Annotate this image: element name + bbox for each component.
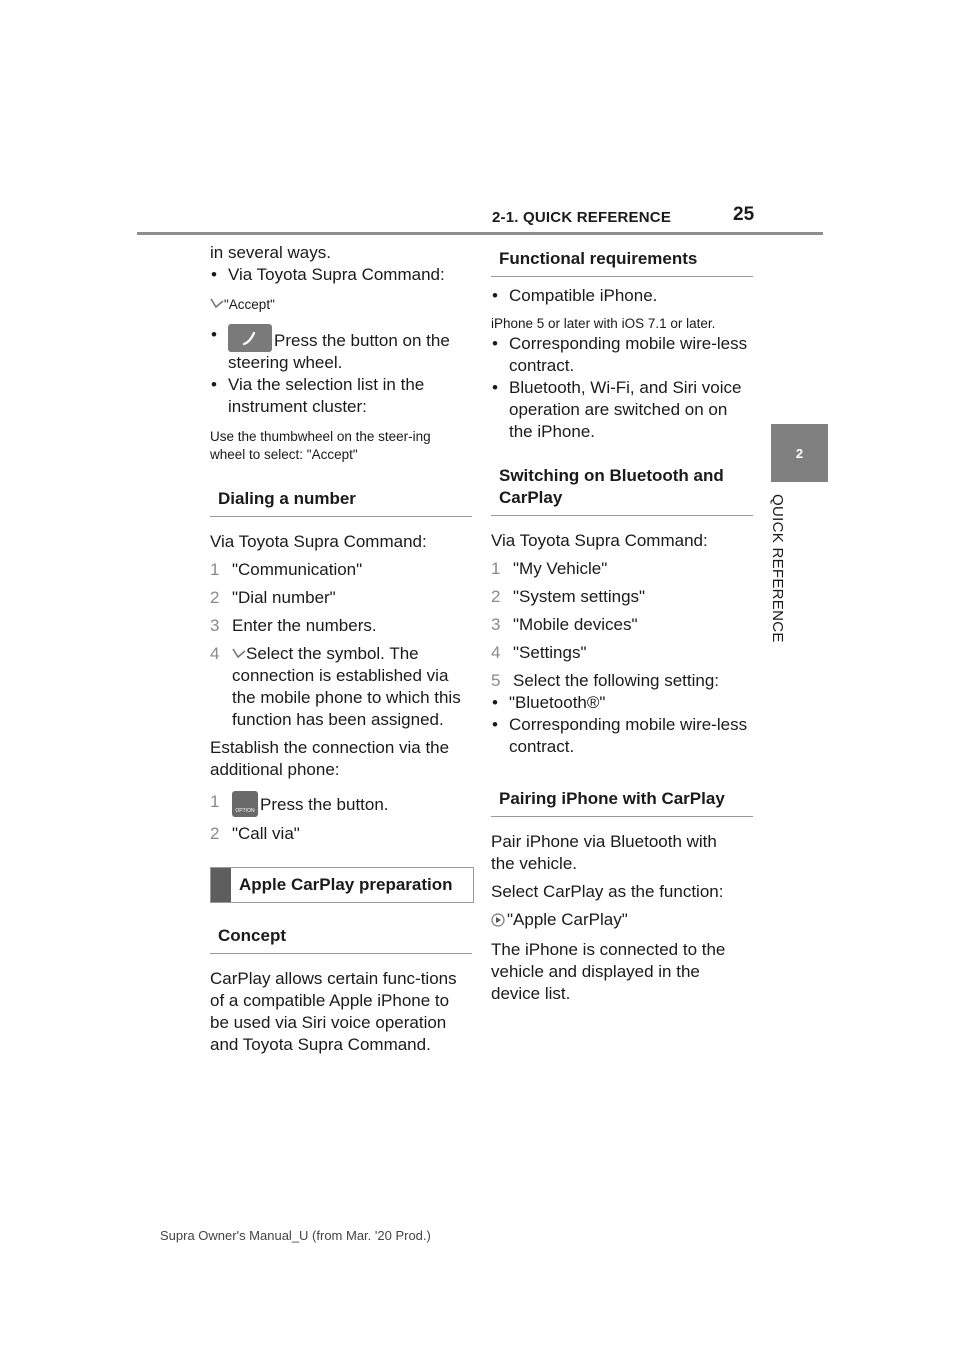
menu-path-icon bbox=[210, 296, 224, 314]
step-text: "Mobile devices" bbox=[513, 615, 638, 634]
accept-menu-line bbox=[210, 296, 472, 314]
intro-line: in several ways. bbox=[210, 243, 331, 262]
list-item bbox=[210, 823, 472, 845]
connected-text: The iPhone is connected to the vehicle and displayed in the device list. bbox=[491, 940, 726, 1003]
step-text: Enter the numbers. bbox=[232, 616, 377, 635]
bullet-selection-list: • Via the selection list in the instrument cluster: bbox=[210, 374, 472, 418]
section-title: 2-1. QUICK REFERENCE bbox=[492, 209, 672, 226]
list-item bbox=[210, 587, 472, 609]
step-text: "Communication" bbox=[232, 560, 363, 579]
left-column bbox=[210, 242, 472, 1056]
list-item bbox=[210, 791, 472, 817]
select-function-text: Select CarPlay as the function: bbox=[491, 882, 724, 901]
chapter-label: QUICK REFERENCE bbox=[769, 494, 786, 643]
pairing-heading: Pairing iPhone with CarPlay bbox=[491, 782, 753, 817]
accept-quote: "Accept" bbox=[224, 297, 275, 312]
step-text: "My Vehicle" bbox=[513, 559, 608, 578]
list-item bbox=[210, 559, 472, 581]
step-text: Select the following setting: bbox=[513, 671, 720, 690]
step-number: 3 bbox=[210, 616, 220, 635]
phone-button-icon bbox=[228, 324, 272, 352]
dialing-via: Via Toyota Supra Command: bbox=[210, 532, 427, 551]
bullet-press-button bbox=[210, 324, 472, 374]
bullet-via-command: • Via Toyota Supra Command: bbox=[210, 264, 472, 286]
step-text: "Call via" bbox=[232, 824, 300, 843]
manual-footer: Supra Owner's Manual_U (from Mar. '20 Prod.) bbox=[160, 1228, 431, 1243]
option-button-icon bbox=[232, 791, 258, 817]
list-item bbox=[491, 670, 753, 692]
chapter-side-label bbox=[764, 494, 794, 664]
list-item bbox=[491, 586, 753, 608]
header-rule bbox=[137, 232, 823, 235]
step-text: "Settings" bbox=[513, 643, 587, 662]
concept-heading: Concept bbox=[210, 919, 472, 954]
step-number: 2 bbox=[210, 588, 220, 607]
carplay-prep-heading: Apple CarPlay preparation bbox=[210, 867, 474, 903]
step-number: 2 bbox=[491, 587, 501, 606]
list-item bbox=[491, 558, 753, 580]
req-iphone: • Compatible iPhone. bbox=[491, 285, 753, 307]
step-number: 5 bbox=[491, 671, 501, 690]
play-circle-icon bbox=[491, 911, 507, 933]
chapter-number: 2 bbox=[795, 445, 804, 461]
step-text: Select the symbol. The connection is established via the mobile phone to which this function has been assigned. bbox=[232, 644, 461, 729]
concept-text: CarPlay allows certain func-tions of a compatible Apple iPhone to be used via Siri voice operation and Toyota Supra Command. bbox=[210, 969, 457, 1054]
list-item bbox=[210, 643, 472, 731]
right-column bbox=[491, 242, 753, 1005]
list-item bbox=[210, 615, 472, 637]
thumbwheel-note: Use the thumbwheel on the steer-ing wheel to select: "Accept" bbox=[210, 429, 431, 462]
functional-heading: Functional requirements bbox=[491, 242, 753, 277]
step-number: 4 bbox=[210, 644, 220, 663]
step-text: "Dial number" bbox=[232, 588, 336, 607]
step-number: 1 bbox=[491, 559, 501, 578]
page-number: 25 bbox=[733, 204, 755, 225]
step-number: 1 bbox=[210, 792, 220, 811]
req-ios-note: iPhone 5 or later with iOS 7.1 or later. bbox=[491, 316, 716, 331]
step-number: 3 bbox=[491, 615, 501, 634]
list-item bbox=[491, 642, 753, 664]
option-button-label: OPTION bbox=[235, 808, 255, 814]
step-text: "System settings" bbox=[513, 587, 646, 606]
req-contract: • Corresponding mobile wire-less contract. bbox=[491, 333, 753, 377]
chapter-tab[interactable] bbox=[771, 424, 828, 482]
apple-carplay-quote: "Apple CarPlay" bbox=[507, 910, 628, 929]
switching-heading: Switching on Bluetooth and CarPlay bbox=[491, 459, 753, 516]
setting-contract: • Corresponding mobile wire-less contract. bbox=[491, 714, 753, 758]
establish-text: Establish the connection via the additional phone: bbox=[210, 738, 450, 779]
pairing-text: Pair iPhone via Bluetooth with the vehicle. bbox=[491, 832, 717, 873]
step-number: 4 bbox=[491, 643, 501, 662]
step-number: 2 bbox=[210, 824, 220, 843]
step-text: Press the button. bbox=[260, 795, 389, 814]
list-item bbox=[491, 614, 753, 636]
setting-bluetooth: • "Bluetooth®" bbox=[491, 692, 753, 714]
menu-path-icon bbox=[232, 643, 246, 665]
switching-via: Via Toyota Supra Command: bbox=[491, 531, 708, 550]
apple-carplay-line bbox=[491, 909, 753, 933]
req-bluetooth: • Bluetooth, Wi-Fi, and Siri voice operation are switched on on the iPhone. bbox=[491, 377, 753, 443]
press-button-text: Press the button on the steering wheel. bbox=[228, 331, 450, 372]
step-number: 1 bbox=[210, 560, 220, 579]
dialing-heading: Dialing a number bbox=[210, 482, 472, 517]
